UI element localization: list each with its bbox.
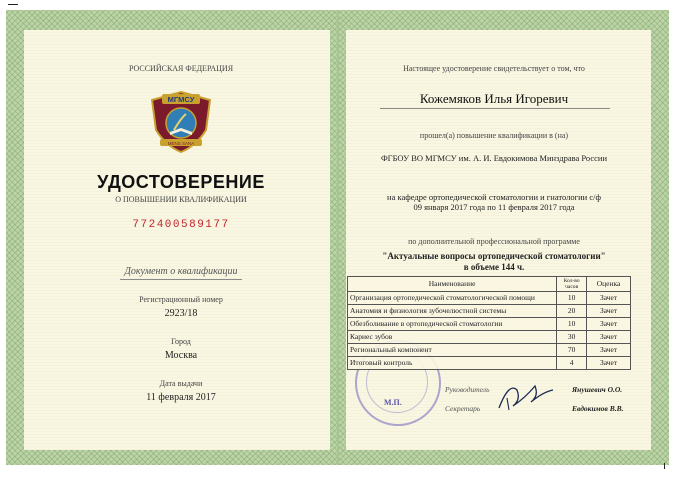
- city-label: Город: [171, 337, 191, 346]
- stamp-mp-label: М.П.: [384, 398, 402, 407]
- course-name: Организация ортопедической стоматологической помощи: [348, 292, 557, 305]
- issue-date-value: 11 февраля 2017: [146, 392, 216, 403]
- doc-type-line: [120, 279, 242, 280]
- table-row: [348, 292, 631, 305]
- course-hours: 70: [557, 344, 587, 357]
- holder-name-line: [380, 108, 610, 109]
- head-label: Руководитель: [445, 385, 490, 394]
- table-row: [348, 331, 631, 344]
- course-grade: Зачет: [587, 331, 631, 344]
- holder-name: Кожемяков Илья Игоревич: [419, 91, 569, 106]
- courses-table: [347, 276, 631, 370]
- course-grade: Зачет: [587, 305, 631, 318]
- training-period: 09 января 2017 года по 11 февраля 2017 года: [413, 202, 575, 212]
- document-type: Документ о квалификации: [124, 266, 238, 277]
- table-row: [348, 357, 631, 370]
- head-name: Янушевич О.О.: [572, 385, 623, 394]
- course-grade: Зачет: [587, 318, 631, 331]
- registration-number: 2923/18: [164, 308, 198, 319]
- program-name: "Актуальные вопросы ортопедической стоматологии": [382, 251, 606, 261]
- program-label: по дополнительной профессиональной программе: [408, 237, 580, 246]
- table-row: [348, 305, 631, 318]
- course-hours: 10: [557, 292, 587, 305]
- table-row: [348, 318, 631, 331]
- institution-name: ФГБОУ ВО МГМСУ им. А. И. Евдокимова Минздрава России: [380, 153, 608, 163]
- course-hours: 10: [557, 318, 587, 331]
- department-name: на кафедре ортопедической стоматологии и гнатологии с/ф: [387, 192, 601, 202]
- column-header-grade: Оценка: [587, 277, 631, 292]
- course-grade: Зачет: [587, 292, 631, 305]
- course-name: Региональный компонент: [348, 344, 557, 357]
- emblem-motto: MENS SANA: [167, 141, 195, 146]
- city-value: Москва: [164, 350, 198, 361]
- country-label: РОССИЙСКАЯ ФЕДЕРАЦИЯ: [128, 64, 234, 73]
- secretary-label: Секретарь: [445, 404, 481, 413]
- column-header-name: Наименование: [348, 277, 557, 292]
- certificate-title: УДОСТОВЕРЕНИЕ: [97, 172, 265, 192]
- course-hours: 4: [557, 357, 587, 370]
- course-name: Обезболивание в ортопедической стоматологии: [348, 318, 557, 331]
- emblem-text: МГМСУ: [167, 95, 195, 104]
- passed-training-line: прошел(а) повышение квалификации в (на): [419, 131, 569, 140]
- table-row: [348, 344, 631, 357]
- table-header-row: [348, 277, 631, 292]
- handwritten-signature-icon: [495, 378, 557, 414]
- column-header-hours: Кол-во часов: [557, 277, 587, 292]
- course-hours: 20: [557, 305, 587, 318]
- registration-label: Регистрационный номер: [139, 295, 223, 304]
- issue-date-label: Дата выдачи: [159, 379, 203, 388]
- certificate-number: 772400589177: [132, 219, 230, 231]
- course-grade: Зачет: [587, 344, 631, 357]
- secretary-name: Евдокимов В.В.: [572, 404, 624, 413]
- scan-edge-mark: [8, 4, 18, 5]
- certifies-line: Настоящее удостоверение свидетельствует о том, что: [403, 64, 585, 73]
- course-grade: Зачет: [587, 357, 631, 370]
- course-name: Итоговый контроль: [348, 357, 557, 370]
- course-hours: 30: [557, 331, 587, 344]
- center-fold: [337, 10, 339, 465]
- course-name: Анатомия и физиология зубочелюстной системы: [348, 305, 557, 318]
- scan-edge-mark: [664, 463, 665, 469]
- course-name: Кариес зубов: [348, 331, 557, 344]
- university-emblem-icon: [146, 90, 216, 154]
- program-volume: в объеме 144 ч.: [463, 262, 525, 272]
- certificate-subtitle: О ПОВЫШЕНИИ КВАЛИФИКАЦИИ: [115, 195, 247, 204]
